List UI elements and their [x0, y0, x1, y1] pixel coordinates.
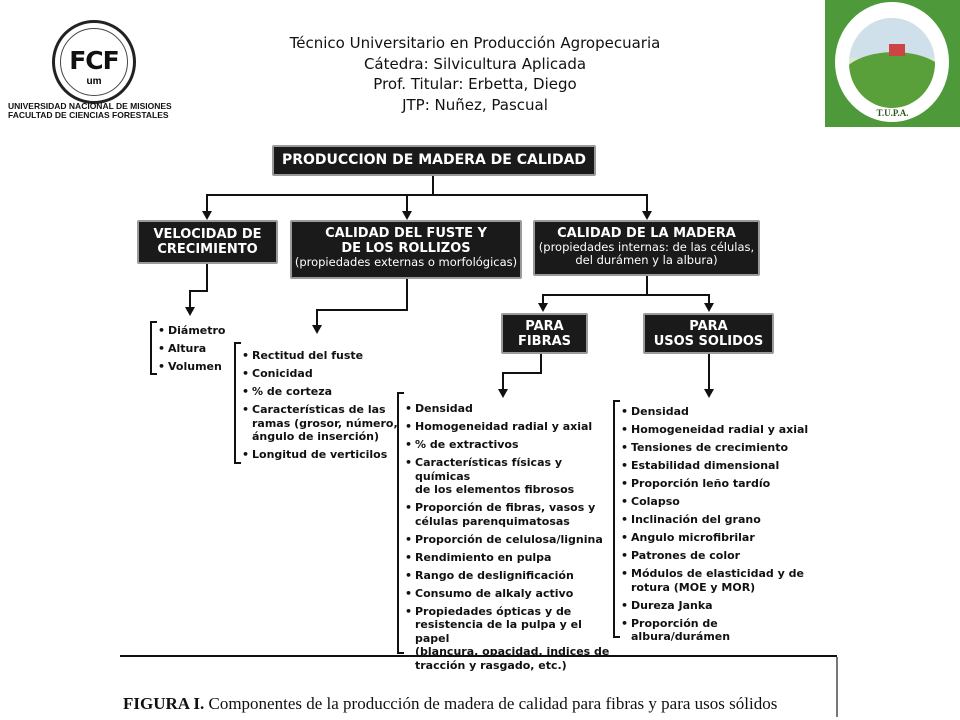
- connector-line: [206, 194, 208, 212]
- list-item: • Consumo de alkaly activo: [405, 587, 611, 601]
- madera-box: [533, 220, 760, 276]
- solidos-list: [613, 400, 815, 643]
- logo-landscape: [849, 18, 935, 108]
- professor-name: Prof. Titular: Erbetta, Diego: [373, 75, 577, 93]
- figure-label: FIGURA I.: [123, 694, 205, 713]
- root-box: [272, 145, 596, 176]
- logo-hill: [849, 52, 935, 108]
- arrow-icon: [642, 211, 652, 220]
- fuste-list: [234, 342, 406, 464]
- connector-line: [316, 309, 408, 311]
- list-item: • Patrones de color: [621, 549, 815, 563]
- list-item: • Proporción de albura/durámen: [621, 617, 815, 644]
- program-name: Técnico Universitario en Producción Agropecuaria: [289, 34, 661, 52]
- institution-name: [8, 102, 172, 120]
- arrow-icon: [704, 389, 714, 398]
- figure-caption-text: Componentes de la producción de madera de calidad para fibras y para usos sólidos: [204, 694, 778, 713]
- connector-line: [189, 290, 191, 308]
- tupa-logo: [825, 0, 960, 127]
- list-item: • Estabilidad dimensional: [621, 459, 815, 473]
- connector-line: [502, 372, 504, 390]
- institution-line: FACULTAD DE CIENCIAS FORESTALES: [8, 110, 169, 120]
- list-item: • Angulo microfibrilar: [621, 531, 815, 545]
- list-item: • Conicidad: [242, 367, 406, 381]
- list-item: • Volumen: [158, 360, 252, 374]
- list-item: • Rango de deslignificación: [405, 569, 611, 583]
- connector-line: [646, 275, 648, 295]
- connector-line: [540, 353, 542, 373]
- solidos-box: [643, 313, 774, 354]
- course-header: [230, 33, 720, 115]
- connector-line: [542, 294, 710, 296]
- list-item: • Longitud de verticilos: [242, 448, 406, 462]
- solidos-title: USOS SOLIDOS: [653, 334, 764, 349]
- list-item: • Características de las ramas (grosor, número, ángulo de inserción): [242, 403, 406, 444]
- figure-caption-area: [120, 655, 837, 715]
- list-item: • Proporción de fibras, vasos y células parenquimatosas: [405, 501, 611, 528]
- fuste-title: CALIDAD DEL FUSTE Y: [325, 226, 487, 241]
- assistant-name: JTP: Nuñez, Pascual: [402, 95, 548, 114]
- list-item: • Densidad: [621, 405, 815, 419]
- arrow-icon: [185, 307, 195, 316]
- fuste-title: DE LOS ROLLIZOS: [341, 241, 471, 256]
- list-item: • Rendimiento en pulpa: [405, 551, 611, 565]
- list-item: • Rectitud del fuste: [242, 349, 406, 363]
- arrow-icon: [704, 303, 714, 312]
- arrow-icon: [312, 325, 322, 334]
- course-name: Cátedra: Silvicultura Aplicada: [363, 54, 587, 73]
- list-item: • % de extractivos: [405, 438, 611, 452]
- arrow-icon: [202, 211, 212, 220]
- list-item: • Colapso: [621, 495, 815, 509]
- madera-title: CALIDAD DE LA MADERA: [557, 226, 736, 241]
- logo-subtext: um: [86, 76, 102, 87]
- list-item: • Módulos de elasticidad y de rotura (MOE y MOR): [621, 567, 815, 594]
- figure-caption: [123, 694, 777, 714]
- madera-subtitle: (propiedades internas: de las células,: [538, 240, 755, 254]
- list-item: • Características físicas y químicas de los elementos fibrosos: [405, 456, 611, 497]
- arrow-icon: [402, 211, 412, 220]
- list-item: • Inclinación del grano: [621, 513, 815, 527]
- connector-line: [206, 194, 648, 196]
- divider: [836, 657, 838, 717]
- list-item: • Homogeneidad radial y axial: [405, 420, 611, 434]
- logo-label: T.U.P.A.: [876, 108, 909, 118]
- connector-line: [316, 309, 318, 326]
- fibras-list: [397, 392, 611, 672]
- list-item: • Diámetro: [158, 324, 252, 338]
- fibras-title: FIBRAS: [517, 334, 572, 349]
- fibras-box: [501, 313, 588, 354]
- list-item: • Propiedades ópticas y de resistencia de la pulpa y el papel (blancura, opacidad, indices de tracción y rasgado, etc.): [405, 605, 611, 673]
- connector-line: [708, 353, 710, 390]
- solidos-title: PARA: [689, 319, 728, 334]
- logo-house: [889, 44, 905, 56]
- connector-line: [406, 194, 408, 212]
- connector-line: [646, 194, 648, 212]
- list-item: • Tensiones de crecimiento: [621, 441, 815, 455]
- fuste-box: [290, 220, 522, 279]
- fibras-title: PARA: [525, 319, 564, 334]
- root-title: PRODUCCION DE MADERA DE CALIDAD: [281, 152, 587, 168]
- connector-line: [432, 175, 434, 195]
- fuste-subtitle: (propiedades externas o morfológicas): [294, 255, 518, 269]
- logo-text: FCF: [69, 46, 119, 75]
- institution-line: UNIVERSIDAD NACIONAL DE MISIONES: [8, 101, 172, 111]
- university-logo: [8, 18, 198, 126]
- connector-line: [206, 263, 208, 291]
- connector-line: [189, 290, 208, 292]
- velocidad-title: CRECIMIENTO: [157, 242, 258, 257]
- list-item: • % de corteza: [242, 385, 406, 399]
- list-item: • Homogeneidad radial y axial: [621, 423, 815, 437]
- list-item: • Altura: [158, 342, 252, 356]
- connector-line: [502, 372, 542, 374]
- list-item: • Densidad: [405, 402, 611, 416]
- connector-line: [406, 278, 408, 310]
- list-item: • Proporción leño tardío: [621, 477, 815, 491]
- arrow-icon: [538, 303, 548, 312]
- list-item: • Dureza Janka: [621, 599, 815, 613]
- list-item: • Proporción de celulosa/lignina: [405, 533, 611, 547]
- velocidad-box: [137, 220, 278, 264]
- velocidad-title: VELOCIDAD DE: [153, 227, 262, 242]
- madera-subtitle: del durámen y la albura): [575, 253, 718, 267]
